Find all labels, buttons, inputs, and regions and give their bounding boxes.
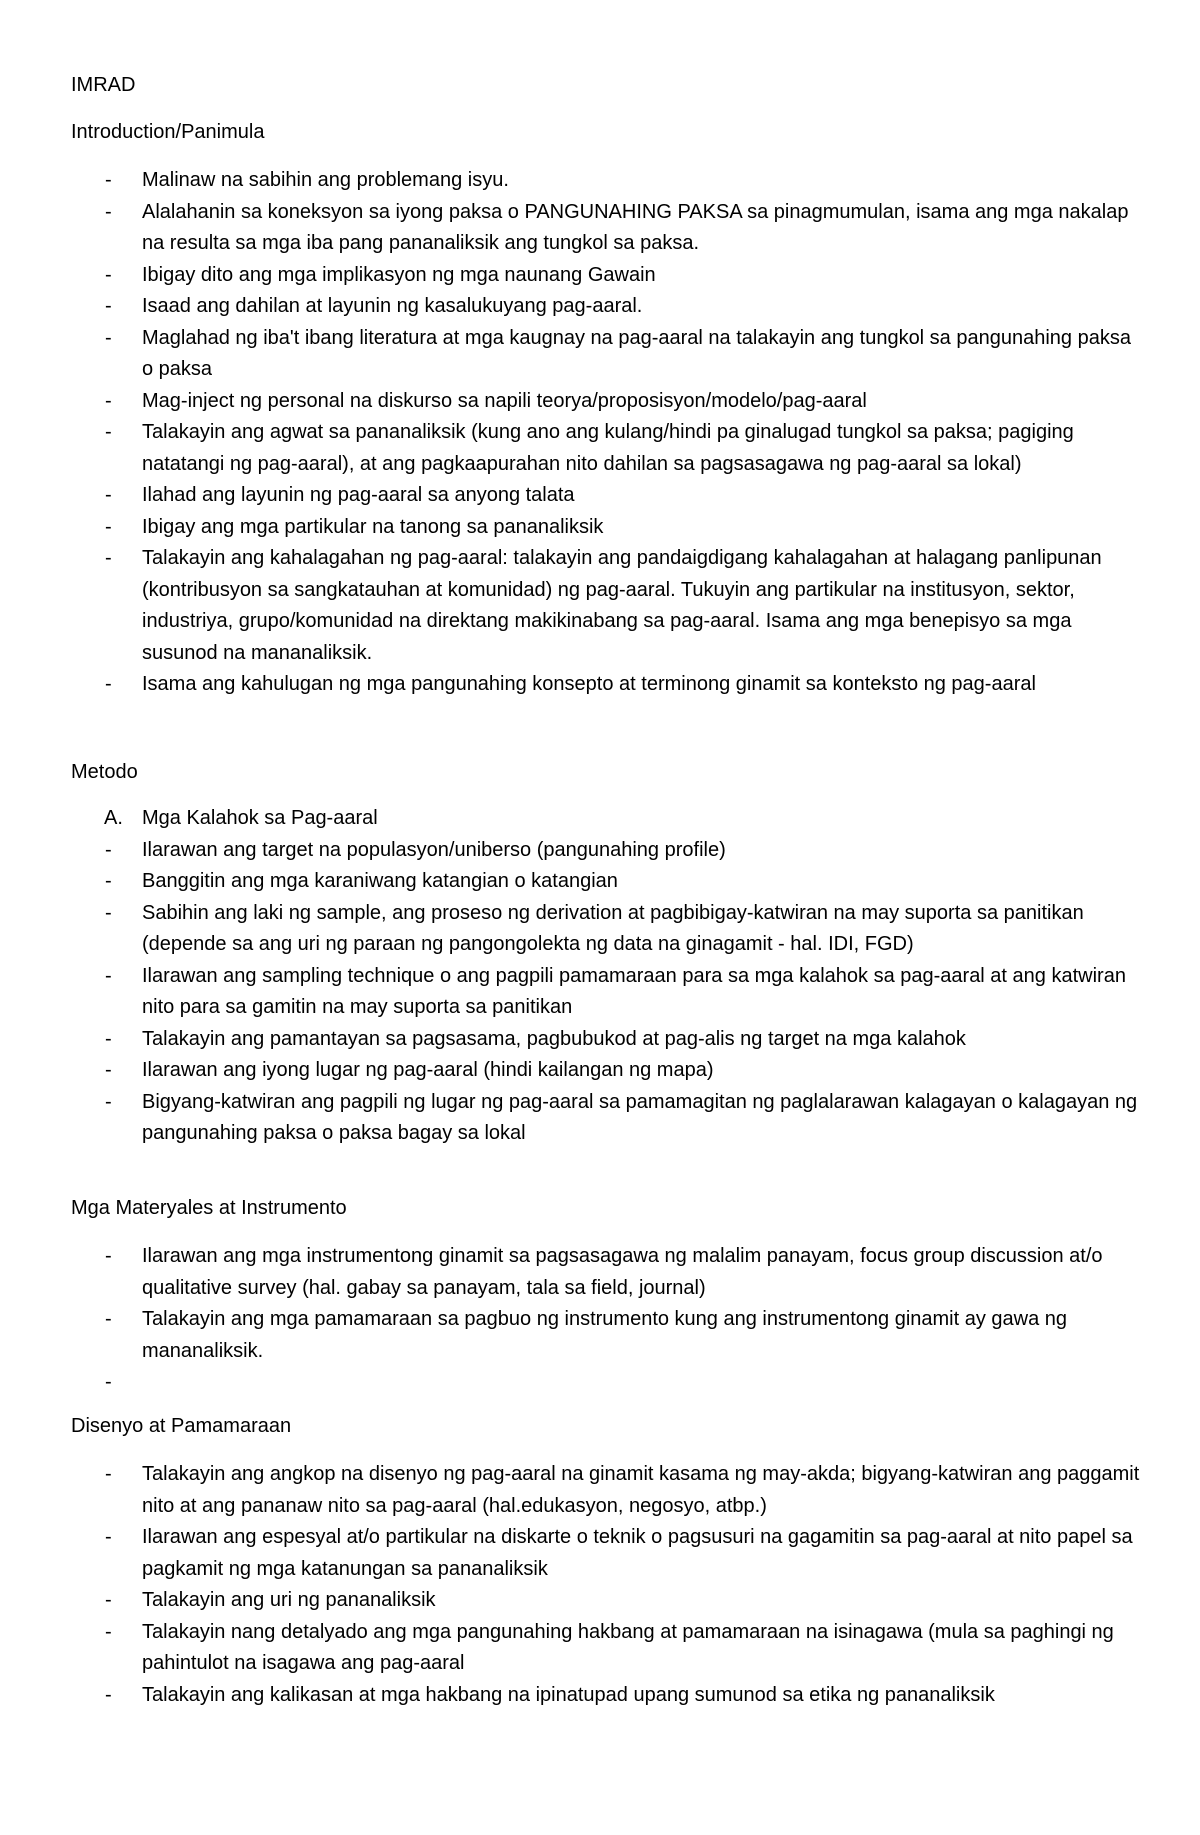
list-item: - Ilarawan ang sampling technique o ang pagpili pamamaraan para sa mga kalahok sa pag-aaral at ang katwiran nito para sa gamitin na may suporta sa panitikan (0, 961, 1200, 1024)
materyales-heading: Mga Materyales at Instrumento (71, 1197, 347, 1219)
bullet-marker: - (105, 263, 112, 286)
bullet-marker: - (105, 870, 112, 892)
intro-list (0, 165, 1200, 701)
bullet-marker: - (105, 1589, 112, 1611)
list-item: - Sabihin ang laki ng sample, ang proseso ng derivation at pagbibigay-katwiran na may suporta sa panitikan (depende sa ang uri ng paraan ng pangongolekta ng data na ginagamit - hal. IDI, FGD) (0, 898, 1200, 961)
bullet-marker: - (105, 1245, 112, 1267)
bullet-marker: - (105, 838, 112, 861)
bullet-marker: - (105, 901, 112, 924)
bullet-marker: - (105, 1463, 112, 1485)
bullet-marker: - (105, 1620, 112, 1643)
metodo-list (0, 803, 1200, 1150)
bullet-marker: - (105, 169, 112, 191)
bullet-marker: - (105, 326, 112, 349)
bullet-marker: - (105, 389, 112, 412)
bullet-marker: - (105, 200, 112, 223)
bullet-marker: - (105, 673, 112, 695)
list-item: - Ilarawan ang espesyal at/o partikular na diskarte o teknik o pagsusuri na gagamitin sa pag-aaral at nito papel sa pagkamit ng mga katanungan sa pananaliksik (0, 1522, 1200, 1585)
bullet-marker: - (105, 1683, 112, 1706)
bullet-marker: - (105, 515, 112, 538)
list-item: - Ilarawan ang iyong lugar ng pag-aaral (hindi kailangan ng mapa) (0, 1055, 1200, 1087)
list-item: - Mag-inject ng personal na diskurso sa napili teorya/proposisyon/modelo/pag-aaral (0, 386, 1200, 418)
list-item: - Isaad ang dahilan at layunin ng kasalukuyang pag-aaral. (0, 291, 1200, 323)
list-item: - Ibigay ang mga partikular na tanong sa pananaliksik (0, 512, 1200, 544)
document-title: IMRAD (71, 74, 136, 96)
bullet-marker: - (105, 295, 112, 317)
letter-marker: A. (104, 807, 123, 829)
list-item: - Talakayin ang pamantayan sa pagsasama, pagbubukod at pag-alis ng target na mga kalahok (0, 1024, 1200, 1056)
bullet-marker: - (105, 1371, 112, 1393)
list-item: - Ilarawan ang target na populasyon/uniberso (pangunahing profile) (0, 835, 1200, 867)
list-item: - Ilarawan ang mga instrumentong ginamit sa pagsasagawa ng malalim panayam, focus group discussion at/o qualitative survey (hal. gabay sa panayam, tala sa field, journal) (0, 1241, 1200, 1304)
bullet-marker: - (105, 547, 112, 569)
list-item: - Talakayin ang angkop na disenyo ng pag-aaral na ginamit kasama ng may-akda; bigyang-katwiran ang paggamit nito at ang pananaw nito sa pag-aaral (hal.edukasyon, negosyo, atbp.) (0, 1459, 1200, 1522)
disenyo-heading: Disenyo at Pamamaraan (71, 1415, 292, 1437)
intro-heading: Introduction/Panimula (71, 121, 265, 143)
metodo-heading: Metodo (71, 761, 138, 783)
list-item: - Talakayin ang mga pamamaraan sa pagbuo ng instrumento kung ang instrumentong ginamit ay gawa ng mananaliksik. (0, 1304, 1200, 1367)
list-item: - Talakayin ang agwat sa pananaliksik (kung ano ang kulang/hindi pa ginalugad tungkol sa paksa; pagiging natatangi ng pag-aaral), at ang pagkaapurahan nito dahilan sa pagsasagawa ng pag-aaral sa lokal) (0, 417, 1200, 480)
list-item: - Talakayin ang uri ng pananaliksik (0, 1585, 1200, 1617)
list-item: - Maglahad ng iba't ibang literatura at mga kaugnay na pag-aaral na talakayin ang tungkol sa pangunahing paksa o paksa (0, 323, 1200, 386)
bullet-marker: - (105, 1090, 112, 1113)
list-item: - Talakayin ang kahalagahan ng pag-aaral: talakayin ang pandaigdigang kahalagahan at halagang panlipunan (kontribusyon sa sangkatauhan at komunidad) ng pag-aaral. Tukuyin ang partikular na institusyon, sektor, industriya, grupo/komunidad na direktang makikinabang sa pag-aaral. Isama ang mga benepisyo sa mga susunod na mananaliksik. (0, 543, 1200, 669)
bullet-marker: - (105, 421, 112, 443)
list-item: - Talakayin ang kalikasan at mga hakbang na ipinatupad upang sumunod sa etika ng pananaliksik (0, 1680, 1200, 1712)
bullet-marker: - (105, 484, 112, 506)
bullet-marker: - (105, 964, 112, 987)
bullet-marker: - (105, 1027, 112, 1050)
bullet-marker: - (105, 1308, 112, 1330)
list-item: - Talakayin nang detalyado ang mga pangunahing hakbang at pamamaraan na isinagawa (mula sa paghingi ng pahintulot na isagawa ang pag-aaral (0, 1617, 1200, 1680)
list-item: - Alalahanin sa koneksyon sa iyong paksa o PANGUNAHING PAKSA sa pinagmumulan, isama ang mga nakalap na resulta sa mga iba pang pananaliksik ang tungkol sa paksa. (0, 197, 1200, 260)
bullet-marker: - (105, 1059, 112, 1081)
materyales-list (0, 1241, 1200, 1393)
list-item: - Isama ang kahulugan ng mga pangunahing konsepto at terminong ginamit sa konteksto ng pag-aaral (0, 669, 1200, 701)
list-item: - Bigyang-katwiran ang pagpili ng lugar ng pag-aaral sa pamamagitan ng paglalarawan kalagayan o kalagayan ng pangunahing paksa o paksa bagay sa lokal (0, 1087, 1200, 1150)
list-item: - Ibigay dito ang mga implikasyon ng mga naunang Gawain (0, 260, 1200, 292)
list-item: - Malinaw na sabihin ang problemang isyu. (0, 165, 1200, 197)
list-item: - Banggitin ang mga karaniwang katangian o katangian (0, 866, 1200, 898)
subsection-heading: A. Mga Kalahok sa Pag-aaral (0, 803, 1200, 835)
list-item: - Ilahad ang layunin ng pag-aaral sa anyong talata (0, 480, 1200, 512)
disenyo-list (0, 1459, 1200, 1711)
bullet-marker: - (105, 1526, 112, 1548)
